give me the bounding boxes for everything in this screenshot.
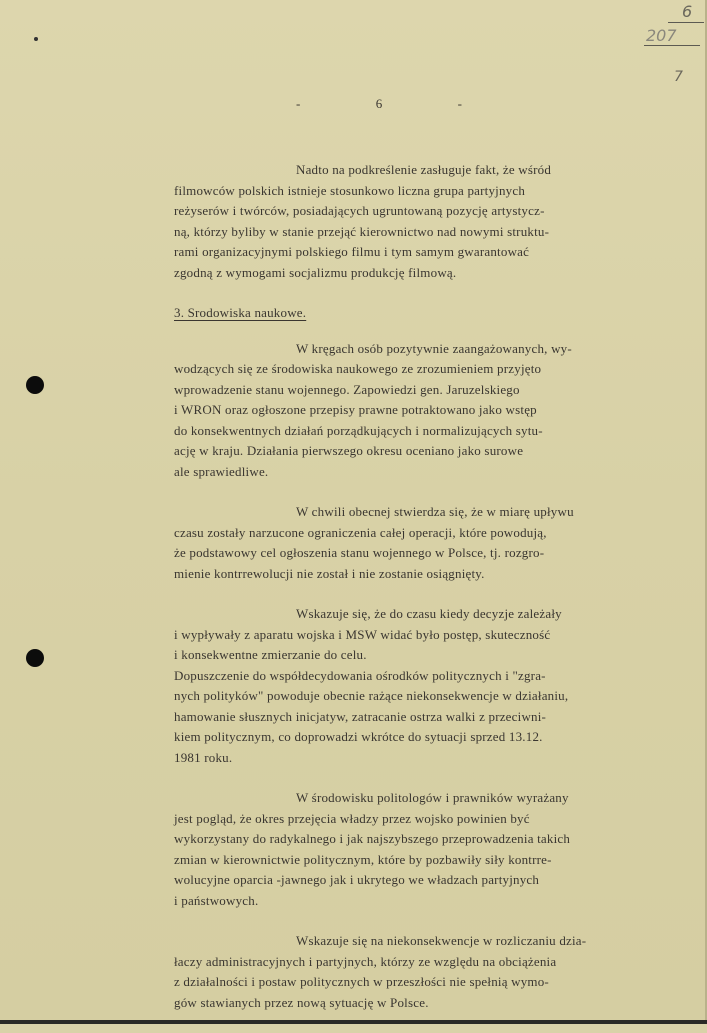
text-line: czasu zostały narzucone ograniczenia całej operacji, które powodują, [174,524,547,540]
text-line: W kręgach osób pozytywnie zaangażowanych, wy- [296,340,572,356]
text-line: zmian w kierownictwie politycznym, które by pozbawiły siły kontrre- [174,851,552,867]
text-line: Nadto na podkreślenie zasługuje fakt, że wśród [296,162,552,177]
text-line: wprowadzenie stanu wojennego. Zapowiedzi gen. Jaruzelskiego [174,381,520,397]
punch-hole-bottom [26,649,44,667]
handwritten-folio-current: 6 [682,2,693,21]
text-line: wolucyjne oparcia -jawnego jak i ukrytego we władzach partyjnych [174,872,540,887]
folio-underline [668,22,704,23]
text-line: łaczy administracyjnych i partyjnych, którzy ze względu na obciążenia [174,953,557,969]
text-line: do konsekwentnych działań porządkujących i normalizujących sytu- [174,422,543,438]
text-line: i konsekwentne zmierzanie do celu. [174,647,367,662]
paragraph-science-1 [174,339,699,483]
text-line: 1981 roku. [174,749,233,765]
text-line: kiem politycznym, co doprowadzi wkrótce do sytuacji sprzed 13.12. [174,729,543,744]
handwritten-folio-alt: 7 [674,69,683,85]
folio-strikethrough [644,45,700,46]
text-line: ale sprawiedliwe. [174,463,269,479]
text-line: W środowisku politologów i prawników wyrażany [296,790,569,805]
text-line: nych polityków" powoduje obecnie rażące niekonsekwencje w działaniu, [174,688,569,703]
text-line: reżyserów i twórców, posiadających ugruntowaną pozycję artystycz- [174,203,545,218]
margin-mark [34,37,38,41]
text-line: zgodną z wymogami socjalizmu produkcję filmową. [174,264,457,280]
text-line: W chwili obecnej stwierdza się, że w miarę upływu [296,504,574,519]
punch-hole-top [26,376,44,394]
page-number-dash-left: - [296,96,301,111]
paragraph-film [174,160,699,283]
text-line: ną, którzy byliby w stanie przejąć kierownictwo nad nowymi struktu- [174,223,550,239]
text-line: Dopuszczenie do współdecydowania ośrodków politycznych i "zgra- [174,667,546,683]
text-line: Wskazuje się na niekonsekwencje w rozliczaniu dzia- [296,933,587,948]
text-line: że podstawowy cel ogłoszenia stanu wojennego w Polsce, tj. rozgro- [174,545,545,560]
text-line: wykorzystany do radykalnego i jak najszybszego przeprowadzenia takich [174,831,571,846]
text-line: gów stawianych przez nową sytuację w Polsce. [174,994,429,1010]
paragraph-science-5 [174,931,699,1013]
text-line: hamowanie słusznych inicjatyw, zatracanie ostrza walki z przeciwni- [174,708,547,724]
text-line: i WRON oraz ogłoszone przepisy prawne potraktowano jako wstęp [174,402,537,417]
handwritten-folio-struck: 207 [646,26,677,45]
text-line: filmowców polskich istnieje stosunkowo liczna grupa partyjnych [174,182,526,198]
paragraph-science-4 [174,788,699,911]
text-line: ację w kraju. Działania pierwszego okresu oceniano jako surowe [174,443,524,458]
section-heading: 3. Srodowiska naukowe. [174,305,307,320]
body-text [174,160,699,1033]
text-line: rami organizacyjnymi polskiego filmu i tym samym gwarantować [174,244,530,259]
text-line: i wypływały z aparatu wojska i MSW widać było postęp, skuteczność [174,626,551,642]
paragraph-science-2 [174,502,699,584]
text-line: z działalności i postaw politycznych w przeszłości nie spełnią wymo- [174,974,549,989]
text-line: Wskazuje się, że do czasu kiedy decyzje zależały [296,606,562,621]
text-line: i państwowych. [174,892,259,908]
page-number-value: 6 [375,96,383,111]
text-line: wodzących się ze środowiska naukowego ze zrozumieniem przyjęto [174,361,542,376]
page-edge-bottom [0,1020,707,1024]
paragraph-science-3 [174,604,699,768]
page-number-dash-right: - [457,96,462,111]
text-line: mienie kontrrewolucji nie został i nie zostanie osiągnięty. [174,565,485,581]
text-line: jest pogląd, że okres przejęcia władzy przez wojsko powinien być [174,810,530,826]
page-number [296,96,462,112]
